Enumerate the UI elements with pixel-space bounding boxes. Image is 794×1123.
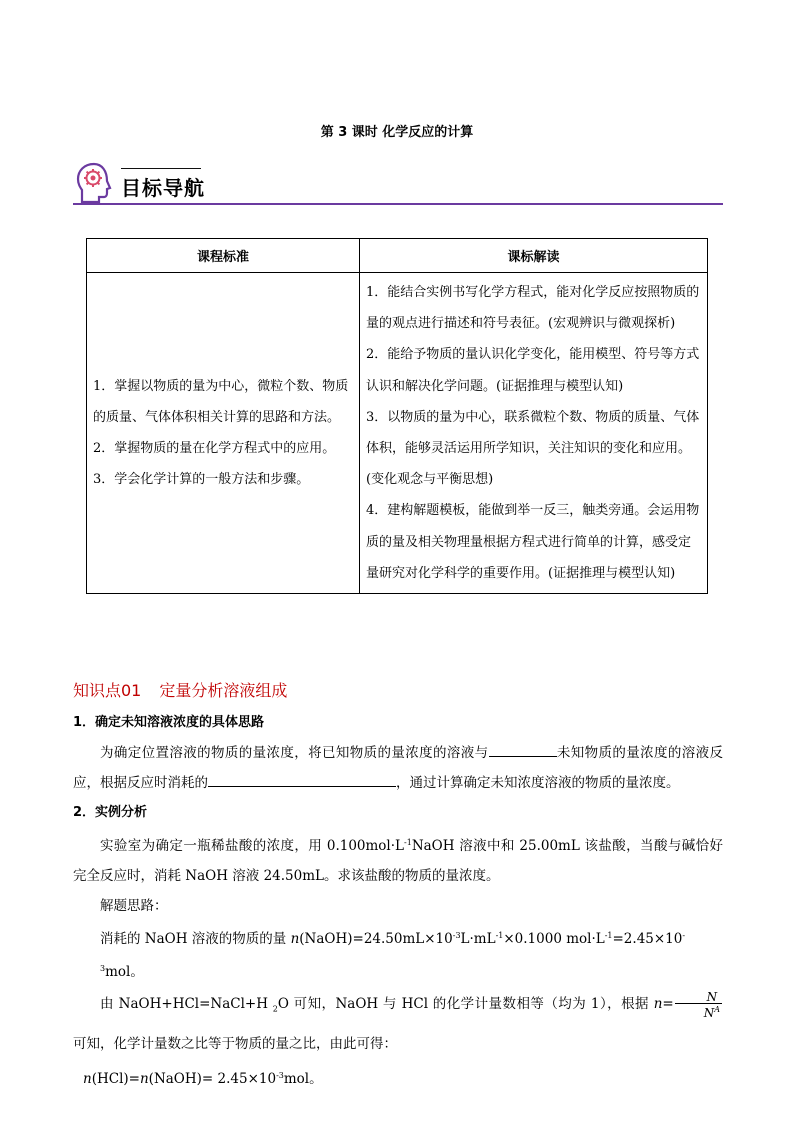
- text-run: O 可知，NaOH 与 HCl 的化学计量数相等（均为 1），根据: [277, 996, 654, 1012]
- section-1-paragraph: [73, 738, 723, 798]
- text-run: N: [703, 1005, 715, 1020]
- superscript: -1: [604, 931, 613, 940]
- text-run: 由 NaOH+HCl=NaCl+H: [100, 996, 273, 1012]
- superscript: -1: [404, 838, 412, 847]
- table-header-row: [87, 239, 708, 273]
- text-run: mol。: [283, 1070, 323, 1087]
- text-run: 未知物质的量浓度的溶液反应，根据反应时消耗的: [73, 745, 723, 791]
- section-1-heading: 1．确定未知溶液浓度的具体思路: [73, 715, 265, 730]
- text-run: =: [662, 996, 674, 1012]
- text-run: (NaOH)= 2.45×10: [148, 1070, 277, 1087]
- interpretation-item: 2．能给予物质的量认识化学变化，能用模型、符号等方式认识和解决化学问题。(证据推理与模型认知): [366, 347, 700, 394]
- knowledge-point-name: 定量分析溶液组成: [159, 681, 288, 700]
- fraction: [675, 991, 722, 1019]
- nav-divider: [73, 203, 723, 205]
- text-run: =2.45×10: [612, 931, 683, 947]
- nav-title-overline: [121, 168, 201, 169]
- superscript: -3: [276, 1070, 284, 1080]
- text-run: 可知，化学计量数之比等于物质的量之比，由此可得：: [73, 1035, 397, 1052]
- section-1: [73, 708, 723, 798]
- text-run: ×0.1000 mol·L: [503, 931, 605, 947]
- standards-cell: [87, 273, 360, 594]
- goal-navigation-header: [73, 158, 723, 208]
- fill-blank-2: [208, 785, 396, 787]
- text-run: L·mL: [460, 931, 496, 947]
- interpretation-item: 1．能结合实例书写化学方程式，能对化学反应按照物质的量的观点进行描述和符号表征。(宏观辨识与微观探析): [366, 285, 700, 332]
- knowledge-point-number: 知识点01: [73, 681, 142, 700]
- standards-table: [86, 238, 708, 594]
- standard-item: 1．掌握以物质的量为中心，微粒个数、物质的质量、气体体积相关计算的思路和方法。: [93, 379, 349, 426]
- table-row: [87, 273, 708, 594]
- head-gear-icon: [75, 162, 113, 204]
- superscript: -3: [100, 931, 686, 973]
- solution-result: [73, 1061, 723, 1094]
- text-run: (HCl)=: [91, 1070, 140, 1087]
- text-run: NaOH 溶液中和 25.00mL 该盐酸，当酸与碱恰好完全反应时，消耗 NaOH 溶液 24.50mL。求该盐酸的物质的量浓度。: [73, 838, 723, 884]
- nav-title: 目标导航: [121, 176, 205, 200]
- page-title: 第 3 课时 化学反应的计算: [320, 125, 474, 140]
- text-run: (NaOH)=24.50mL×10: [299, 931, 453, 947]
- fraction-numerator: N: [675, 991, 722, 1004]
- standard-item: 2．掌握物质的量在化学方程式中的应用。: [93, 441, 336, 457]
- text-run: 实验室为确定一瓶稀盐酸的浓度，用 0.100mol·L: [100, 838, 405, 854]
- text-run: 为确定位置溶液的物质的量浓度，将已知物质的量浓度的溶液与: [100, 745, 489, 761]
- fill-blank-1: [489, 755, 557, 757]
- standard-item: 3．学会化学计算的一般方法和步骤。: [93, 472, 310, 488]
- text-run: ，通过计算确定未知浓度溶液的物质的量浓度。: [396, 775, 680, 791]
- superscript: -3: [452, 931, 461, 940]
- variable: n: [83, 1070, 92, 1087]
- solution-step-2: [73, 987, 723, 1061]
- interpretation-cell: [360, 273, 708, 594]
- text-run: 消耗的 NaOH 溶液的物质的量: [100, 931, 291, 947]
- table-header-standard: 课程标准: [87, 239, 360, 273]
- knowledge-point-title: [73, 678, 287, 701]
- superscript: -1: [495, 931, 504, 940]
- variable: n: [139, 1070, 149, 1087]
- interpretation-item: 3．以物质的量为中心，联系微粒个数、物质的质量、气体体积，能够灵活运用所学知识，关注知识的变化和应用。(变化观念与平衡思想): [366, 409, 700, 488]
- subscript: 2: [272, 1004, 278, 1014]
- interpretation-item: 4．建构解题模板，能做到举一反三，触类旁通。会运用物质的量及相关物理量根据方程式进行简单的计算，感受定量研究对化学科学的重要作用。(证据推理与模型认知): [366, 503, 700, 581]
- fraction-denominator: [675, 1004, 722, 1019]
- variable: n: [653, 996, 663, 1012]
- variable: n: [290, 931, 300, 947]
- superscript: A: [714, 1004, 721, 1014]
- solution-step-1: [73, 921, 723, 987]
- table-header-interpretation: 课标解读: [360, 239, 708, 273]
- problem-statement: [73, 828, 723, 891]
- section-2: [73, 798, 723, 1094]
- text-run: mol。: [105, 964, 144, 980]
- solution-label: 解题思路：: [100, 898, 168, 914]
- section-2-heading: 2．实例分析: [73, 805, 148, 820]
